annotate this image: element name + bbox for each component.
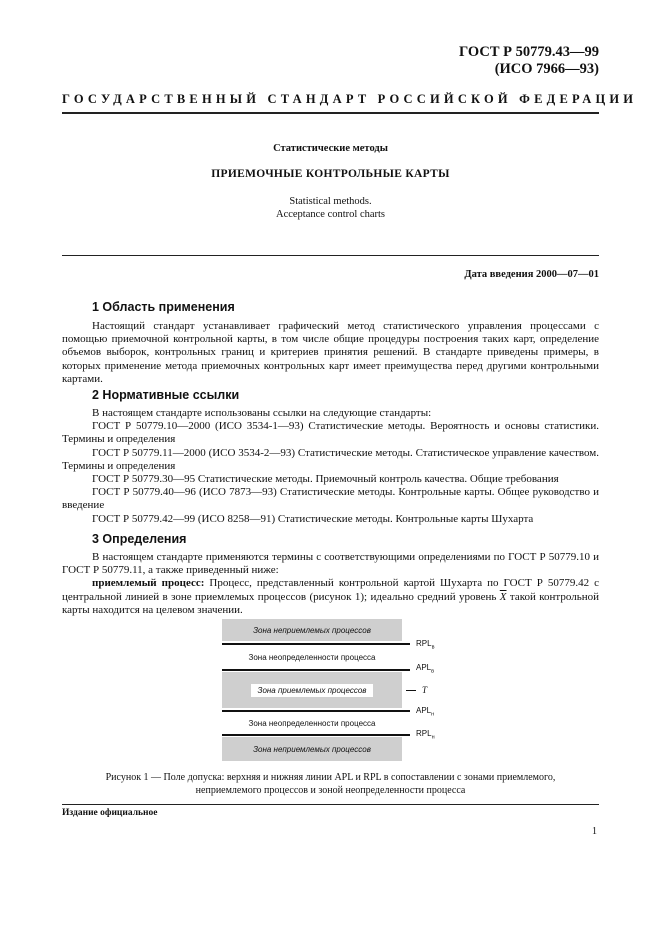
- official-edition: Издание официальное: [62, 808, 158, 818]
- apl-upper-label: $APL_в$: [416, 663, 435, 675]
- zone-unacceptable-bottom: Зона неприемлемых процессов: [222, 737, 402, 761]
- section-2-heading: 2 Нормативные ссылки: [92, 388, 240, 402]
- section-1-body: [62, 320, 599, 386]
- section-3-body: [62, 551, 599, 617]
- definition-text-b: такой контрольной карты находится на целевом значении.: [62, 590, 599, 616]
- header-rule: [62, 112, 599, 114]
- page-number: 1: [592, 826, 597, 837]
- category-title: Статистические методы: [273, 143, 388, 154]
- apl-upper-line: [222, 669, 410, 671]
- target-arrow: [406, 690, 416, 691]
- figure-caption-line1: Рисунок 1 — Поле допуска: верхняя и нижняя линии APL и RPL в сопоставлении с зонами приемлемого,: [105, 772, 556, 783]
- main-title: ПРИЕМОЧНЫЕ КОНТРОЛЬНЫЕ КАРТЫ: [211, 168, 450, 180]
- english-title: [62, 195, 599, 221]
- mean-symbol: $\overline{X}$: [499, 590, 507, 603]
- definition-text-a: Процесс, представленный контрольной картой Шухарта по ГОСТ Р 50779.42 с центральной линией в зоне приемлемых процессов (рисунок 1); идеально средний уровень: [62, 577, 599, 603]
- rpl-lower-line: [222, 734, 410, 736]
- zone-uncertain-bottom: Зона неопределенности процесса: [248, 718, 376, 728]
- section-3-intro: В настоящем стандарте применяются термины с соответствующими определениями по ГОСТ Р 50779.10 и ГОСТ Р 50779.11, а также приведенный ниже:: [62, 551, 599, 577]
- reference-item: ГОСТ Р 50779.42—99 (ИСО 8258—91) Статистические методы. Контрольные карты Шухарта: [92, 512, 534, 525]
- iso-number: (ИСО 7966—93): [494, 61, 599, 77]
- english-title-line2: Acceptance control charts: [275, 209, 386, 220]
- reference-item: ГОСТ Р 50779.40—96 (ИСО 7873—93) Статистические методы. Контрольные карты. Общее руководство и введение: [62, 486, 599, 512]
- definition: [62, 577, 599, 617]
- gost-number: ГОСТ Р 50779.43—99: [459, 44, 599, 60]
- footer-rule: [62, 804, 599, 805]
- reference-item: ГОСТ Р 50779.30—95 Статистические методы. Приемочный контроль качества. Общие требования: [92, 473, 559, 486]
- reference-item: ГОСТ Р 50779.11—2000 (ИСО 3534-2—93) Статистические методы. Статистическое управление качеством. Термины и определения: [62, 446, 599, 472]
- figure-caption: [62, 771, 599, 797]
- standard-code: [459, 44, 599, 78]
- apl-lower-label: $APL_н$: [416, 706, 435, 718]
- figure-caption-line2: неприемлемого процессов и зоной неопределенности процесса: [195, 785, 466, 796]
- section-3-heading: 3 Определения: [92, 532, 187, 546]
- english-title-line1: Statistical methods.: [289, 196, 372, 207]
- title-rule: [62, 255, 599, 256]
- zone-acceptable: Зона приемлемых процессов: [222, 672, 402, 708]
- standard-header: ГОСУДАРСТВЕННЫЙ СТАНДАРТ РОССИЙСКОЙ ФЕДЕРАЦИИ: [62, 92, 638, 106]
- section-1-text: Настоящий стандарт устанавливает графический метод статистического управления процессами с помощью приемочной контрольной карты, в том числе общие процедуры построения таких карт, определение объемов выборок, контрольных границ и критериев принятия решений. В стандарте приведены примеры, в которых применение метода приемочных контрольных карт имеет преимущества перед другими контрольными картами.: [62, 320, 599, 385]
- rpl-upper-line: [222, 643, 410, 645]
- reference-item: ГОСТ Р 50779.10—2000 (ИСО 3534-1—93) Статистические методы. Вероятность и основы статистики. Термины и определения: [62, 420, 599, 446]
- apl-lower-line: [222, 710, 410, 712]
- tolerance-zone-figure: [222, 619, 435, 765]
- zone-uncertain-top: Зона неопределенности процесса: [248, 652, 376, 662]
- rpl-lower-label: $RPL_н$: [416, 729, 435, 741]
- target-label: T: [422, 685, 428, 695]
- effective-date: Дата введения 2000—07—01: [464, 269, 599, 280]
- rpl-upper-label: $RPL_в$: [416, 639, 435, 651]
- section-1-heading: 1 Область применения: [92, 300, 235, 314]
- definition-term: приемлемый процесс:: [92, 577, 205, 590]
- section-2-body: [62, 407, 599, 526]
- section-2-intro: В настоящем стандарте использованы ссылки на следующие стандарты:: [92, 407, 432, 419]
- zone-unacceptable-top: Зона неприемлемых процессов: [222, 619, 402, 641]
